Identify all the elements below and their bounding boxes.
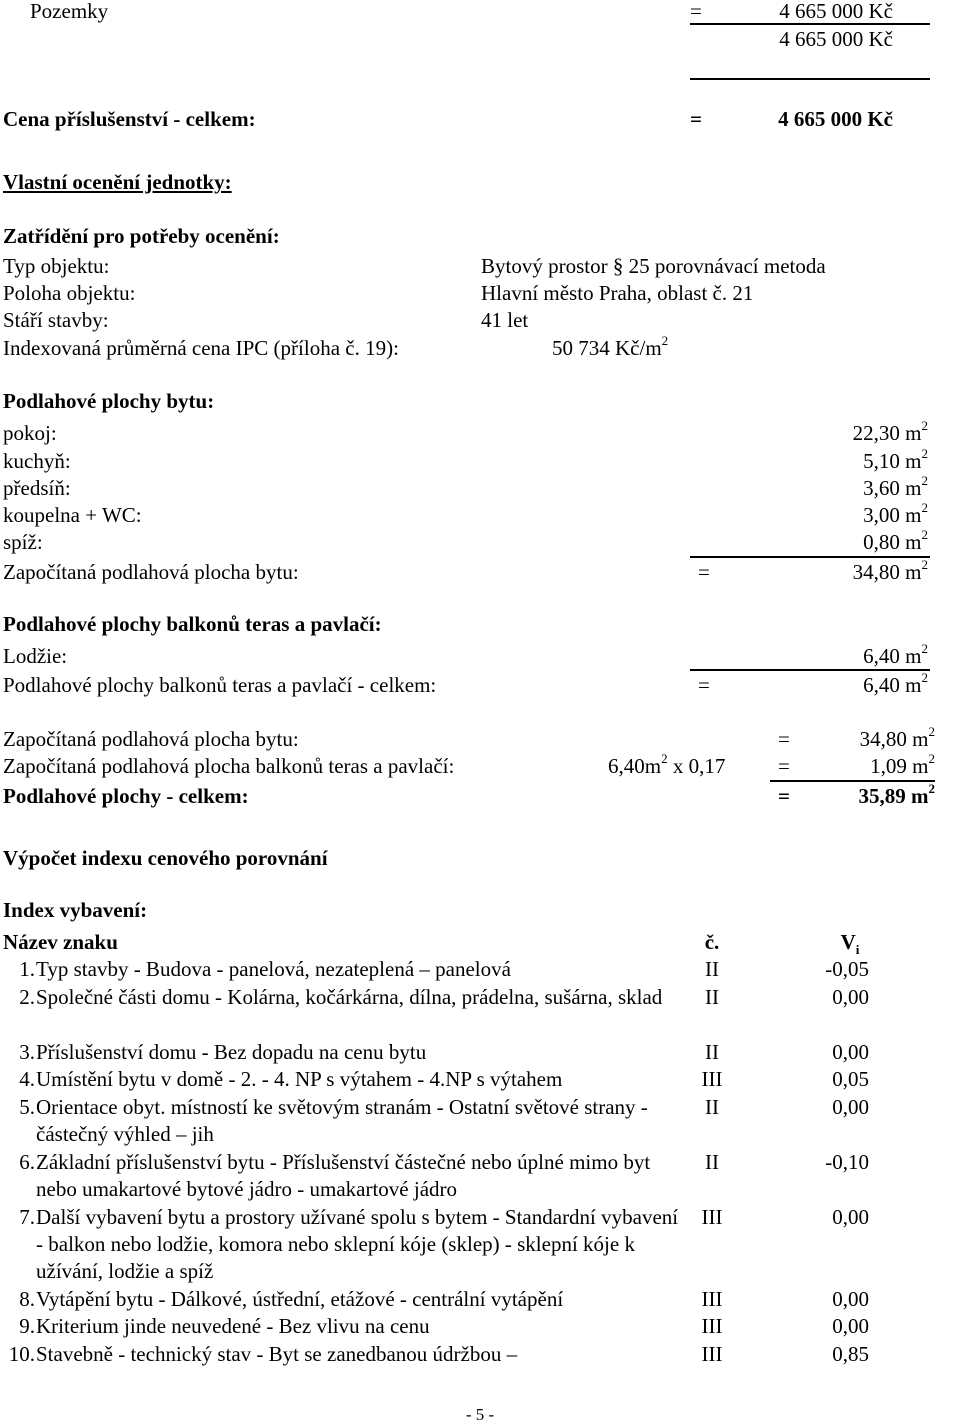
room-area: 5,10 $m^2$ — [863, 446, 928, 473]
row-description: Společné části domu - Kolárna, kočárkárna, dílna, prádelna, sušárna, sklad — [36, 985, 663, 1009]
cena-prislusenstvi-equals: = — [690, 107, 702, 131]
room-area: 3,60 $m^2$ — [863, 473, 928, 500]
souhrn-balkony-equals: = — [778, 754, 790, 778]
row-category: III — [701, 1314, 723, 1338]
room-label: předsíň: — [3, 476, 71, 500]
row-number: 3. — [19, 1040, 35, 1064]
section-heading: Výpočet indexu cenového porovnání — [3, 846, 328, 870]
room-label: kuchyň: — [3, 449, 71, 473]
souhrn-celkem-value: 35,89 $m^2$ — [858, 781, 935, 808]
column-header-name: Název znaku — [3, 930, 118, 954]
room-area: 3,00 $m^2$ — [863, 500, 928, 527]
row-number: 1. — [19, 957, 35, 981]
row-description: Další vybavení bytu a prostory užívané spolu s bytem - Standardní vybavení - balkon nebo lodžie, komora nebo sklepní kóje (sklep) - sklepní kóje k užívání, lodžie a spíž — [36, 1205, 679, 1283]
souhrn-byt-equals: = — [778, 727, 790, 751]
page-number: - 5 - — [465, 1405, 495, 1424]
row-value: 0,05 — [832, 1067, 869, 1091]
row-description: Stavebně - technický stav - Byt se zanedbanou údržbou – — [36, 1342, 518, 1366]
typ-objektu-value: Bytový prostor § 25 porovnávací metoda — [481, 254, 826, 278]
row-category: III — [701, 1067, 723, 1091]
row-number: 8. — [19, 1287, 35, 1311]
sum-rule — [690, 23, 930, 25]
souhrn-byt-label: Započítaná podlahová plocha bytu: — [3, 727, 299, 751]
room-area: 22,30 $m^2$ — [852, 418, 928, 445]
row-description: Příslušenství domu - Bez dopadu na cenu bytu — [36, 1040, 427, 1064]
row-category: II — [705, 1040, 719, 1064]
section-heading: Podlahové plochy balkonů teras a pavlačí: — [3, 612, 382, 636]
row-category: II — [705, 1095, 719, 1119]
section-heading: Vlastní ocenění jednotky: — [3, 170, 232, 194]
column-header-number: č. — [704, 930, 720, 954]
room-label: spíž: — [3, 530, 43, 554]
section-heading: Index vybavení: — [3, 898, 148, 922]
ipc-value: 50 734 $Kč/m^2$ — [552, 333, 669, 360]
balkony-total-equals: = — [698, 673, 710, 697]
row-number: 2. — [19, 985, 35, 1009]
row-description: Typ stavby - Budova - panelová, nezateplená – panelová — [36, 957, 511, 981]
souhrn-celkem-label: Podlahové plochy - celkem: — [3, 784, 249, 808]
room-area: 0,80 $m^2$ — [863, 527, 928, 554]
room-label: pokoj: — [3, 421, 57, 445]
row-value: 0,00 — [832, 985, 869, 1009]
souhrn-balkony-value: 1,09 $m^2$ — [870, 751, 935, 778]
row-number: 6. — [19, 1150, 35, 1174]
row-number: 5. — [19, 1095, 35, 1119]
pozemky-subtotal: 4 665 000 Kč — [779, 27, 893, 51]
row-category: III — [701, 1342, 723, 1366]
row-number: 9. — [19, 1314, 35, 1338]
row-value: -0,05 — [825, 957, 869, 981]
section-heading: Podlahové plochy bytu: — [3, 389, 215, 413]
poloha-objektu-value: Hlavní město Praha, oblast č. 21 — [481, 281, 754, 305]
lodzie-label: Lodžie: — [3, 644, 68, 668]
row-description: Orientace obyt. místností ke světovým stranám - Ostatní světové strany - částečný výhled – jih — [36, 1095, 648, 1146]
pozemky-equals: = — [690, 0, 702, 23]
row-value: 0,00 — [832, 1095, 869, 1119]
balkony-total-value: 6,40 $m^2$ — [863, 670, 928, 697]
souhrn-byt-value: 34,80 $m^2$ — [859, 724, 935, 751]
row-value: 0,00 — [832, 1287, 869, 1311]
stari-stavby-value: 41 let — [481, 308, 529, 332]
row-number: 7. — [19, 1205, 35, 1229]
floor-area-total-value: 34,80 $m^2$ — [852, 557, 928, 584]
row-value: 0,00 — [832, 1314, 869, 1338]
row-category: III — [701, 1205, 723, 1229]
row-value: 0,00 — [832, 1205, 869, 1229]
row-number: 10. — [8, 1342, 35, 1366]
room-label: koupelna + WC: — [3, 503, 142, 527]
poloha-objektu-label: Poloha objektu: — [3, 281, 136, 305]
row-value: 0,00 — [832, 1040, 869, 1064]
pozemky-label: Pozemky — [30, 0, 109, 23]
ipc-label: Indexovaná průměrná cena IPC (příloha č. 19): — [3, 336, 399, 360]
sum-rule — [770, 780, 935, 782]
row-category: II — [705, 957, 719, 981]
pozemky-value: 4 665 000 Kč — [779, 0, 893, 23]
row-value: -0,10 — [825, 1150, 869, 1174]
row-number: 4. — [19, 1067, 35, 1091]
stari-stavby-label: Stáří stavby: — [3, 308, 109, 332]
row-description: Základní příslušenství bytu - Příslušenství částečné nebo úplné mimo byt nebo umakartové bytové jádro - umakartové jádro — [36, 1150, 651, 1201]
floor-area-total-label: Započítaná podlahová plocha bytu: — [3, 560, 299, 584]
row-category: III — [701, 1287, 723, 1311]
cena-prislusenstvi-label: Cena příslušenství - celkem: — [3, 107, 256, 131]
sum-rule — [690, 669, 930, 671]
row-value: 0,85 — [832, 1342, 869, 1366]
sum-rule — [690, 78, 930, 80]
row-category: II — [705, 1150, 719, 1174]
souhrn-balkony-label: Započítaná podlahová plocha balkonů teras a pavlačí: — [3, 754, 455, 778]
souhrn-celkem-equals: = — [778, 784, 790, 808]
cena-prislusenstvi-value: 4 665 000 Kč — [778, 107, 893, 131]
lodzie-value: 6,40 $m^2$ — [863, 641, 928, 668]
balkony-total-label: Podlahové plochy balkonů teras a pavlačí - celkem: — [3, 673, 437, 697]
row-description: Kriterium jinde neuvedené - Bez vlivu na cenu — [36, 1314, 430, 1338]
typ-objektu-label: Typ objektu: — [3, 254, 110, 278]
section-heading: Zatřídění pro potřeby ocenění: — [3, 224, 280, 248]
row-description: Umístění bytu v domě - 2. - 4. NP s výtahem - 4.NP s výtahem — [36, 1067, 563, 1091]
floor-area-total-equals: = — [698, 560, 710, 584]
sum-rule — [690, 556, 930, 558]
souhrn-balkony-formula: $6,40m^2$ x 0,17 — [608, 751, 726, 778]
row-description: Vytápění bytu - Dálkové, ústřední, etážové - centrální vytápění — [36, 1287, 564, 1311]
column-header-v: $V_i$ — [840, 930, 860, 958]
row-category: II — [705, 985, 719, 1009]
